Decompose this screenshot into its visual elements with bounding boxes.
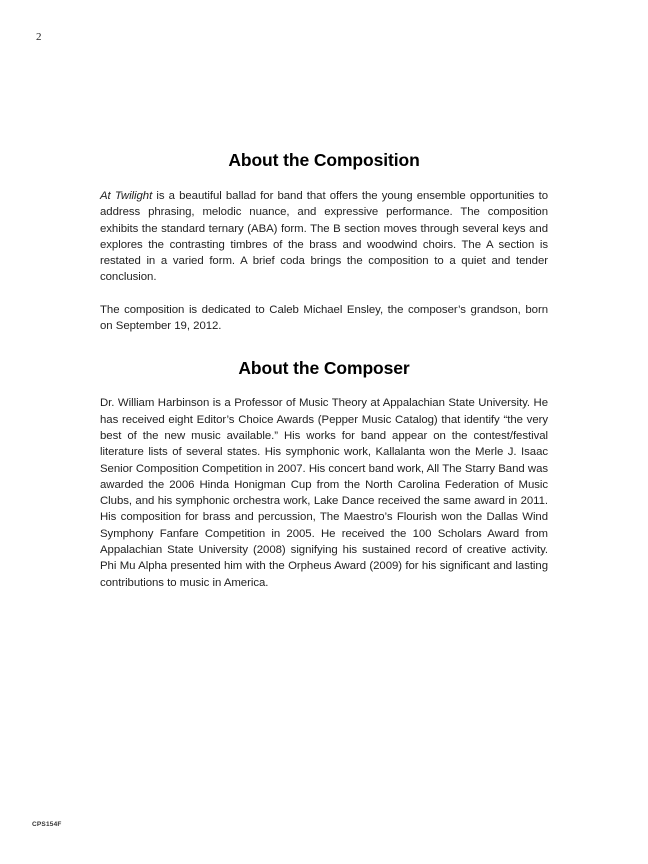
paragraph-dedication: The composition is dedicated to Caleb Michael Ensley, the composer’s grandson, born on September 19, 2012. xyxy=(100,303,548,333)
heading-about-the-composition: About the Composition xyxy=(228,150,420,170)
page-content xyxy=(100,150,548,591)
composition-description-text: is a beautiful ballad for band that offers the young ensemble opportunities to address phrasing, melodic nuance, and expressive performance. The composition exhibits the standard ternary (ABA) form. The B section moves through several keys and explores the contrasting timbres of the brass and woodwind choirs. The A section is restated in a varied form. A brief coda brings the composition to a quiet and tender conclusion. xyxy=(100,190,548,284)
heading-about-the-composer: About the Composer xyxy=(238,358,410,379)
footer-catalog-code: CPS154F xyxy=(32,820,62,828)
page-number: 2 xyxy=(36,31,42,43)
composition-title: At Twilight xyxy=(100,190,153,202)
paragraph-composer-biography: Dr. William Harbinson is a Professor of Music Theory at Appalachian State University. He has received eight Editor’s Choice Awards (Pepper Music Catalog) that identify “the very best of the new music available.” His works for band appear on the contest/festival literature lists of several states. His symphonic work, Kallalanta won the Merle J. Isaac Senior Composition Competition in 2007. His concert band work, All The Starry Band was awarded the 2006 Hinda Honigman Cup from the North Carolina Federation of Music Clubs, and his symphonic orchestra work, Lake Dance received the same award in 2011. His composition for brass and percussion, The Maestro’s Flourish won the Dallas Wind Symphony Fanfare Competition in 2005. He received the 100 Scholars Award from Appalachian State University (2008) signifying his sustained record of creative activity. Phi Mu Alpha presented him with the Orpheus Award (2009) for his significant and lasting contributions to music in America. xyxy=(100,397,548,589)
paragraph-composition-description xyxy=(100,188,548,286)
